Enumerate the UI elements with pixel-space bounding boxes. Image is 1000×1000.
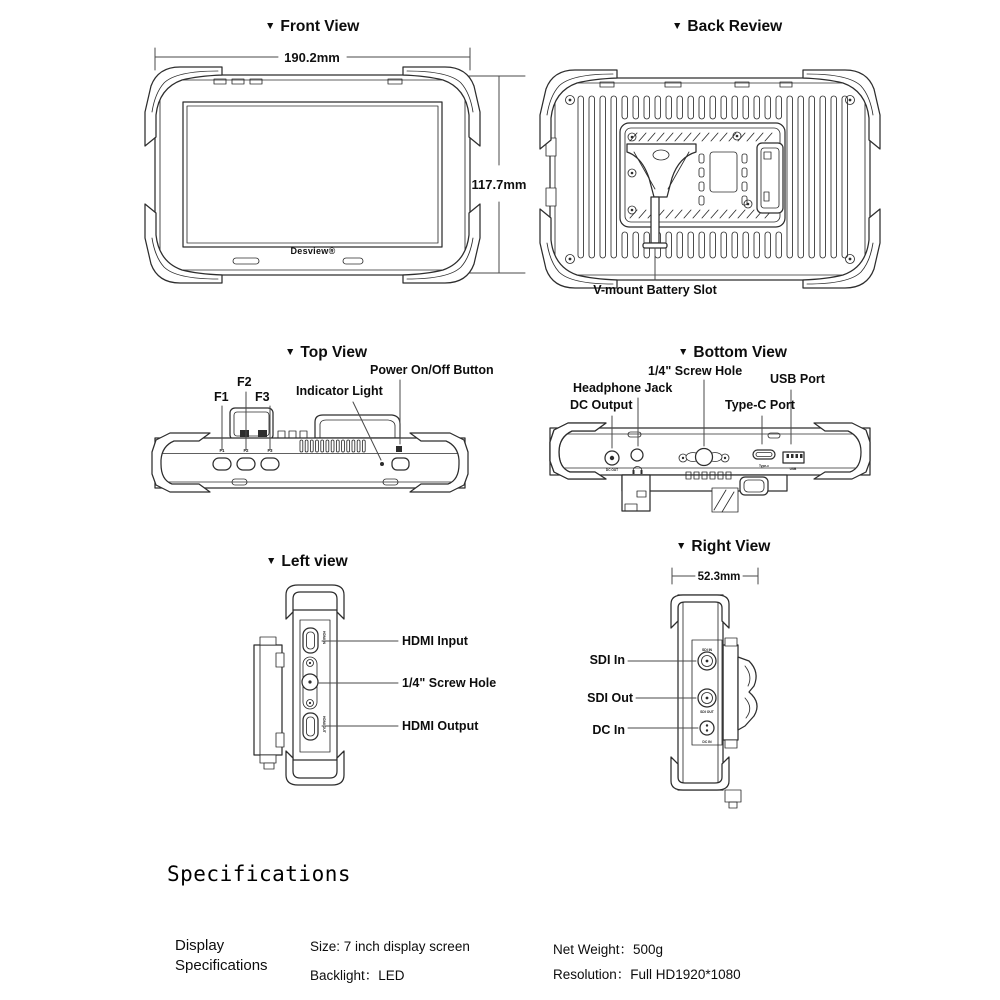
specifications-title: Specifications	[167, 862, 352, 886]
bottom-view	[540, 338, 920, 528]
plate-window	[710, 152, 737, 192]
top-view	[140, 338, 500, 508]
left-view-title	[266, 553, 348, 571]
hdmi-out-mark: HDMI OUT	[322, 716, 326, 733]
label-dc-in: DC In	[592, 723, 625, 737]
dc-in-mark: DC IN	[702, 740, 712, 744]
label-sdi-out: SDI Out	[587, 691, 633, 705]
front-body-outline	[155, 75, 470, 275]
top-view-title-text: Top View	[300, 344, 368, 361]
screen-outline	[183, 102, 442, 247]
label-screw-hole-left: 1/4" Screw Hole	[402, 676, 497, 690]
label-dc-output: DC Output	[570, 398, 633, 412]
right-view	[555, 532, 890, 812]
spec-resolution: Resolution：Full HD1920*1080	[553, 967, 741, 982]
label-v-mount-battery-slot: V-mount Battery Slot	[593, 283, 717, 297]
left-view-drawing	[200, 575, 500, 805]
spec-group-line1: Display	[175, 937, 225, 954]
indicator-light-dot	[380, 462, 384, 466]
label-power-button: Power On/Off Button	[370, 363, 494, 377]
dc-in-port	[700, 721, 714, 735]
front-width-dimension: 190.2mm	[284, 50, 340, 65]
usb-mark: USB	[789, 467, 797, 471]
front-view	[130, 14, 560, 314]
label-f3: F3	[255, 390, 270, 404]
label-usb-port: USB Port	[770, 372, 825, 386]
top-view-drawing	[140, 360, 490, 505]
back-view-title-text: Back Review	[687, 18, 783, 35]
sdi-in-mark: SDI IN	[702, 648, 712, 652]
triangle-marker-icon: ▼	[265, 20, 276, 32]
v-plate-side	[723, 638, 757, 748]
triangle-marker-icon: ▼	[676, 540, 687, 552]
label-screw-hole-bottom: 1/4" Screw Hole	[648, 364, 743, 378]
triangle-marker-icon: ▼	[285, 346, 296, 358]
sdi-in-port	[698, 652, 716, 670]
label-f1: F1	[214, 390, 229, 404]
power-mark	[396, 446, 402, 452]
triangle-marker-icon: ▼	[672, 20, 683, 32]
brand-logo: Desview®	[290, 246, 336, 256]
rear-bracket-right	[315, 415, 400, 438]
spec-net-weight: Net Weight：500g	[553, 942, 664, 957]
label-headphone-jack: Headphone Jack	[573, 381, 673, 395]
left-view-title-text: Left view	[281, 553, 348, 570]
f1-button	[213, 458, 231, 470]
triangle-marker-icon: ▼	[266, 555, 277, 567]
front-view-title-text: Front View	[280, 18, 360, 35]
label-sdi-in: SDI In	[589, 653, 625, 667]
sdi-out-port	[698, 689, 716, 707]
left-view	[200, 547, 500, 807]
right-view-title	[676, 538, 770, 556]
spec-group-label	[175, 936, 268, 976]
spec-backlight: Backlight：LED	[310, 968, 405, 983]
back-view-title	[672, 18, 782, 36]
power-button	[392, 458, 409, 470]
spec-size: Size: 7 inch display screen	[310, 939, 470, 954]
label-f2: F2	[237, 375, 252, 389]
label-type-c-port: Type-C Port	[725, 398, 795, 412]
front-view-drawing	[130, 40, 550, 300]
bottom-view-title-text: Bottom View	[693, 344, 787, 361]
sdi-out-mark: SDI OUT	[700, 710, 714, 714]
hdmi-in-mark: HDMI IN	[322, 631, 326, 644]
front-view-title	[265, 18, 359, 36]
f3-button	[261, 458, 279, 470]
back-view	[530, 14, 890, 314]
v-plate-side	[254, 637, 284, 769]
right-view-title-text: Right View	[691, 538, 771, 555]
bottom-mount-plate	[622, 472, 787, 512]
triangle-marker-icon: ▼	[678, 346, 689, 358]
f3-mark: F3	[267, 448, 273, 453]
f2-mark: F2	[243, 448, 249, 453]
dc-out-mark: DC OUT	[605, 468, 619, 472]
hinge-teeth	[278, 431, 307, 438]
type-c-mark: Type-c	[758, 464, 770, 468]
right-depth-dimension: 52.3mm	[697, 571, 741, 583]
f2-button	[237, 458, 255, 470]
front-height-dimension: 117.7mm	[471, 177, 527, 192]
spec-group-line2: Specifications	[175, 957, 268, 974]
label-indicator-light: Indicator Light	[296, 384, 383, 398]
label-hdmi-output: HDMI Output	[402, 719, 479, 733]
back-view-drawing	[530, 40, 890, 310]
battery-pin	[651, 197, 659, 243]
right-view-drawing	[555, 562, 885, 807]
dc-out-port	[605, 451, 619, 472]
label-hdmi-input: HDMI Input	[402, 634, 468, 648]
v-wedge-profile	[738, 657, 757, 730]
f1-mark: F1	[219, 448, 225, 453]
v-mount-plate	[620, 123, 785, 248]
